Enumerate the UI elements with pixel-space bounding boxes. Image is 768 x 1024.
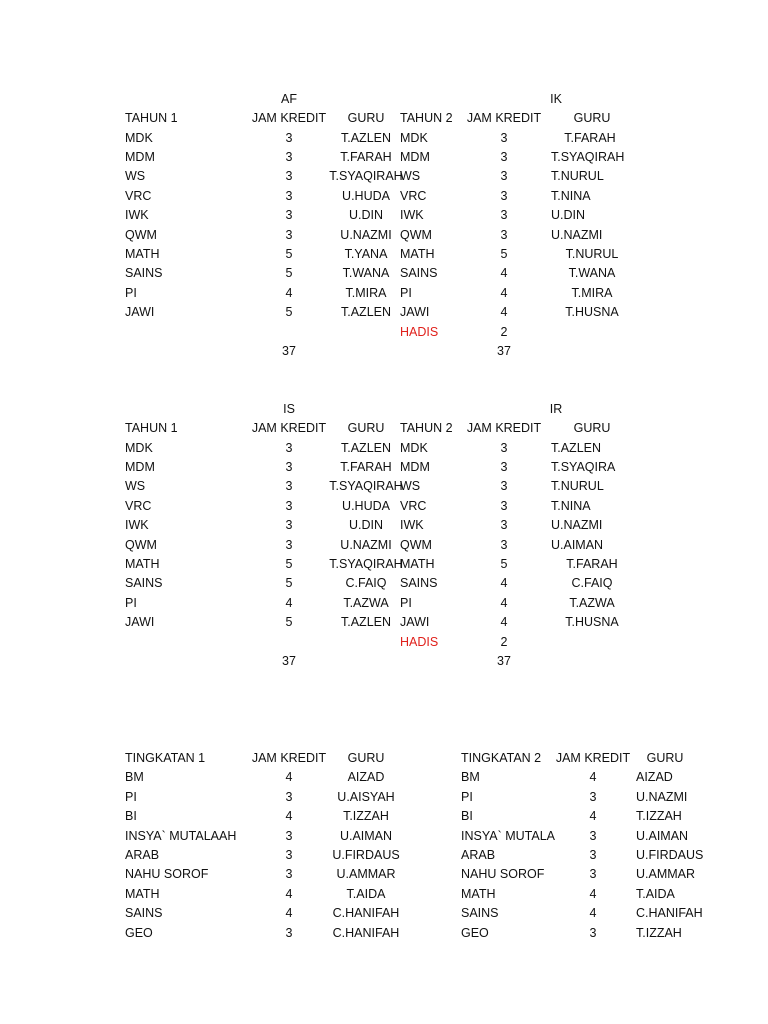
subject-cell: INSYA` MUTALA bbox=[461, 829, 555, 843]
guru-cell: U.DIN bbox=[551, 208, 586, 222]
subject-cell: JAWI bbox=[400, 615, 430, 629]
jam-cell: 3 bbox=[500, 169, 508, 183]
guru-cell: T.AIDA bbox=[346, 887, 386, 901]
tahun2-jam-header: JAM KREDIT bbox=[466, 111, 542, 125]
jam-cell: 3 bbox=[500, 479, 508, 493]
subject-cell: PI bbox=[125, 790, 137, 804]
jam-cell: 3 bbox=[500, 441, 508, 455]
subject-cell: PI bbox=[461, 790, 473, 804]
jam-cell: 4 bbox=[500, 615, 508, 629]
jam-cell: 5 bbox=[285, 615, 293, 629]
jam-cell: 3 bbox=[589, 790, 597, 804]
guru-cell: T.FARAH bbox=[564, 131, 616, 145]
guru-cell: T.NURUL bbox=[551, 479, 604, 493]
subject-cell: MDM bbox=[400, 460, 430, 474]
guru-cell: T.SYAQIRAH bbox=[329, 169, 403, 183]
guru-cell: C.FAIQ bbox=[345, 576, 387, 590]
jam-cell: 5 bbox=[285, 305, 293, 319]
guru-cell: AIZAD bbox=[636, 770, 673, 784]
jam-cell: 3 bbox=[500, 538, 508, 552]
jam-cell: 3 bbox=[285, 499, 293, 513]
jam-cell: 4 bbox=[589, 887, 597, 901]
guru-cell: T.HUSNA bbox=[565, 615, 619, 629]
subject-cell: MATH bbox=[125, 247, 160, 261]
subject-cell: VRC bbox=[125, 499, 152, 513]
guru-cell: T.AZLEN bbox=[340, 131, 392, 145]
guru-cell: U.DIN bbox=[348, 518, 384, 532]
jam-cell: 3 bbox=[500, 189, 508, 203]
subject-cell: PI bbox=[400, 286, 412, 300]
guru-cell: T.NURUL bbox=[551, 169, 604, 183]
tahun1-total: 37 bbox=[282, 344, 296, 358]
subject-cell: WS bbox=[400, 479, 421, 493]
guru-cell: T.WANA bbox=[342, 266, 390, 280]
jam-cell: 5 bbox=[285, 576, 293, 590]
guru-cell: U.HUDA bbox=[342, 499, 390, 513]
jam-cell: 3 bbox=[500, 460, 508, 474]
subject-cell: QWM bbox=[400, 538, 432, 552]
subject-cell: SAINS bbox=[125, 266, 163, 280]
subject-cell: QWM bbox=[125, 228, 157, 242]
subject-cell: WS bbox=[400, 169, 421, 183]
guru-cell: T.SYAQIRAH bbox=[551, 150, 625, 164]
guru-cell: T.SYAQIRAH bbox=[329, 479, 403, 493]
jam-cell: 3 bbox=[285, 867, 293, 881]
tahun2-guru-header: GURU bbox=[573, 421, 611, 435]
tahun1-jam-header: JAM KREDIT bbox=[251, 111, 327, 125]
tingkatan1-jam-header: JAM KREDIT bbox=[251, 751, 327, 765]
jam-cell: 4 bbox=[589, 906, 597, 920]
guru-cell: U.AIMAN bbox=[636, 829, 689, 843]
guru-cell: U.FIRDAUS bbox=[332, 848, 400, 862]
subject-cell: NAHU SOROF bbox=[125, 867, 209, 881]
subject-cell: NAHU SOROF bbox=[461, 867, 545, 881]
subject-cell: WS bbox=[125, 479, 146, 493]
jam-cell: 3 bbox=[285, 926, 293, 940]
guru-cell: U.AMMAR bbox=[636, 867, 696, 881]
guru-cell: T.NURUL bbox=[565, 247, 619, 261]
tingkatan1-guru-header: GURU bbox=[347, 751, 385, 765]
subject-cell: INSYA` MUTALAAH bbox=[125, 829, 237, 843]
tahun1-jam-header: JAM KREDIT bbox=[251, 421, 327, 435]
guru-cell: T.AZLEN bbox=[340, 305, 392, 319]
guru-cell: U.NAZMI bbox=[340, 538, 392, 552]
subject-cell: JAWI bbox=[125, 615, 155, 629]
subject-cell: MDK bbox=[125, 441, 153, 455]
jam-cell: 5 bbox=[500, 557, 508, 571]
guru-cell: T.SYAQIRAH bbox=[329, 557, 403, 571]
jam-cell: 4 bbox=[589, 809, 597, 823]
guru-cell: T.AZWA bbox=[343, 596, 389, 610]
subject-cell: BM bbox=[461, 770, 480, 784]
guru-cell: U.NAZMI bbox=[551, 228, 603, 242]
jam-cell: 3 bbox=[285, 441, 293, 455]
jam-cell: 4 bbox=[285, 770, 293, 784]
guru-cell: T.AZLEN bbox=[551, 441, 602, 455]
group-label-is: IS bbox=[283, 402, 295, 416]
jam-cell: 3 bbox=[500, 499, 508, 513]
subject-cell: IWK bbox=[125, 518, 149, 532]
guru-cell: C.HANIFAH bbox=[636, 906, 703, 920]
jam-cell: 5 bbox=[285, 557, 293, 571]
group-label-af: AF bbox=[281, 92, 297, 106]
guru-cell: C.HANIFAH bbox=[332, 926, 400, 940]
subject-cell: IWK bbox=[400, 208, 424, 222]
jam-cell: 5 bbox=[500, 247, 508, 261]
jam-cell: 3 bbox=[589, 829, 597, 843]
jam-cell: 4 bbox=[285, 286, 293, 300]
guru-cell: T.AZLEN bbox=[340, 615, 392, 629]
subject-cell: HADIS bbox=[400, 635, 439, 649]
jam-cell: 3 bbox=[285, 790, 293, 804]
subject-cell: MDM bbox=[400, 150, 430, 164]
jam-cell: 3 bbox=[500, 150, 508, 164]
subject-cell: PI bbox=[400, 596, 412, 610]
jam-cell: 4 bbox=[500, 576, 508, 590]
guru-cell: T.FARAH bbox=[340, 150, 392, 164]
jam-cell: 3 bbox=[285, 189, 293, 203]
subject-cell: ARAB bbox=[125, 848, 160, 862]
subject-cell: HADIS bbox=[400, 325, 439, 339]
tahun2-header: TAHUN 2 bbox=[400, 111, 453, 125]
guru-cell: T.AIDA bbox=[636, 887, 675, 901]
guru-cell: T.HUSNA bbox=[565, 305, 619, 319]
tingkatan2-jam-header: JAM KREDIT bbox=[555, 751, 631, 765]
subject-cell: SAINS bbox=[400, 266, 438, 280]
tahun2-header: TAHUN 2 bbox=[400, 421, 453, 435]
subject-cell: MDM bbox=[125, 150, 155, 164]
guru-cell: T.IZZAH bbox=[636, 809, 682, 823]
subject-cell: GEO bbox=[125, 926, 153, 940]
tingkatan2-guru-header: GURU bbox=[646, 751, 684, 765]
guru-cell: T.IZZAH bbox=[343, 809, 389, 823]
tahun1-guru-header: GURU bbox=[347, 421, 385, 435]
guru-cell: T.MIRA bbox=[571, 286, 613, 300]
subject-cell: SAINS bbox=[125, 906, 163, 920]
jam-cell: 4 bbox=[500, 305, 508, 319]
guru-cell: U.HUDA bbox=[342, 189, 390, 203]
subject-cell: QWM bbox=[400, 228, 432, 242]
subject-cell: QWM bbox=[125, 538, 157, 552]
jam-cell: 4 bbox=[589, 770, 597, 784]
subject-cell: JAWI bbox=[125, 305, 155, 319]
subject-cell: MDK bbox=[400, 441, 428, 455]
subject-cell: MDK bbox=[400, 131, 428, 145]
jam-cell: 3 bbox=[285, 848, 293, 862]
jam-cell: 3 bbox=[285, 169, 293, 183]
guru-cell: U.AISYAH bbox=[337, 790, 395, 804]
jam-cell: 4 bbox=[285, 906, 293, 920]
guru-cell: T.WANA bbox=[568, 266, 616, 280]
jam-cell: 3 bbox=[285, 829, 293, 843]
guru-cell: C.FAIQ bbox=[571, 576, 613, 590]
jam-cell: 4 bbox=[285, 887, 293, 901]
jam-cell: 5 bbox=[285, 247, 293, 261]
group-label-ir: IR bbox=[549, 402, 563, 416]
tahun1-header: TAHUN 1 bbox=[125, 421, 178, 435]
tahun1-total: 37 bbox=[282, 654, 296, 668]
guru-cell: U.AIMAN bbox=[551, 538, 604, 552]
subject-cell: PI bbox=[125, 286, 137, 300]
guru-cell: T.AZWA bbox=[569, 596, 615, 610]
guru-cell: U.NAZMI bbox=[551, 518, 603, 532]
jam-cell: 3 bbox=[285, 150, 293, 164]
tahun2-total: 37 bbox=[497, 344, 511, 358]
guru-cell: U.AMMAR bbox=[336, 867, 396, 881]
jam-cell: 2 bbox=[500, 635, 508, 649]
subject-cell: VRC bbox=[400, 189, 427, 203]
subject-cell: VRC bbox=[400, 499, 427, 513]
jam-cell: 3 bbox=[589, 848, 597, 862]
tingkatan1-header: TINGKATAN 1 bbox=[125, 751, 206, 765]
subject-cell: BM bbox=[125, 770, 144, 784]
tahun1-header: TAHUN 1 bbox=[125, 111, 178, 125]
jam-cell: 3 bbox=[500, 228, 508, 242]
jam-cell: 2 bbox=[500, 325, 508, 339]
guru-cell: U.NAZMI bbox=[340, 228, 392, 242]
subject-cell: BI bbox=[461, 809, 473, 823]
subject-cell: SAINS bbox=[461, 906, 499, 920]
subject-cell: MATH bbox=[461, 887, 496, 901]
jam-cell: 4 bbox=[500, 286, 508, 300]
guru-cell: U.AIMAN bbox=[339, 829, 393, 843]
guru-cell: T.FARAH bbox=[340, 460, 392, 474]
subject-cell: VRC bbox=[125, 189, 152, 203]
jam-cell: 3 bbox=[285, 228, 293, 242]
jam-cell: 3 bbox=[285, 208, 293, 222]
jam-cell: 3 bbox=[589, 926, 597, 940]
subject-cell: JAWI bbox=[400, 305, 430, 319]
subject-cell: MATH bbox=[400, 247, 435, 261]
jam-cell: 4 bbox=[500, 596, 508, 610]
subject-cell: IWK bbox=[125, 208, 149, 222]
guru-cell: T.FARAH bbox=[566, 557, 618, 571]
jam-cell: 3 bbox=[285, 131, 293, 145]
jam-cell: 4 bbox=[285, 596, 293, 610]
subject-cell: MATH bbox=[125, 887, 160, 901]
guru-cell: C.HANIFAH bbox=[332, 906, 400, 920]
subject-cell: SAINS bbox=[400, 576, 438, 590]
jam-cell: 3 bbox=[285, 518, 293, 532]
jam-cell: 3 bbox=[500, 518, 508, 532]
subject-cell: PI bbox=[125, 596, 137, 610]
group-label-ik: IK bbox=[550, 92, 562, 106]
jam-cell: 3 bbox=[500, 208, 508, 222]
jam-cell: 3 bbox=[285, 538, 293, 552]
jam-cell: 3 bbox=[285, 460, 293, 474]
jam-cell: 5 bbox=[285, 266, 293, 280]
subject-cell: GEO bbox=[461, 926, 489, 940]
guru-cell: T.NINA bbox=[551, 499, 591, 513]
subject-cell: MATH bbox=[400, 557, 435, 571]
tingkatan2-header: TINGKATAN 2 bbox=[461, 751, 542, 765]
subject-cell: IWK bbox=[400, 518, 424, 532]
subject-cell: WS bbox=[125, 169, 146, 183]
guru-cell: T.MIRA bbox=[345, 286, 387, 300]
guru-cell: U.FIRDAUS bbox=[636, 848, 704, 862]
guru-cell: T.IZZAH bbox=[636, 926, 682, 940]
jam-cell: 3 bbox=[285, 479, 293, 493]
guru-cell: T.SYAQIRA bbox=[551, 460, 616, 474]
jam-cell: 4 bbox=[500, 266, 508, 280]
guru-cell: T.AZLEN bbox=[340, 441, 392, 455]
subject-cell: MDK bbox=[125, 131, 153, 145]
guru-cell: AIZAD bbox=[347, 770, 385, 784]
tahun2-jam-header: JAM KREDIT bbox=[466, 421, 542, 435]
tahun1-guru-header: GURU bbox=[347, 111, 385, 125]
subject-cell: SAINS bbox=[125, 576, 163, 590]
subject-cell: ARAB bbox=[461, 848, 496, 862]
jam-cell: 3 bbox=[500, 131, 508, 145]
guru-cell: T.NINA bbox=[551, 189, 591, 203]
subject-cell: MDM bbox=[125, 460, 155, 474]
jam-cell: 4 bbox=[285, 809, 293, 823]
tahun2-total: 37 bbox=[497, 654, 511, 668]
subject-cell: BI bbox=[125, 809, 137, 823]
subject-cell: MATH bbox=[125, 557, 160, 571]
tahun2-guru-header: GURU bbox=[573, 111, 611, 125]
guru-cell: T.YANA bbox=[344, 247, 388, 261]
jam-cell: 3 bbox=[589, 867, 597, 881]
guru-cell: U.NAZMI bbox=[636, 790, 688, 804]
guru-cell: U.DIN bbox=[348, 208, 384, 222]
